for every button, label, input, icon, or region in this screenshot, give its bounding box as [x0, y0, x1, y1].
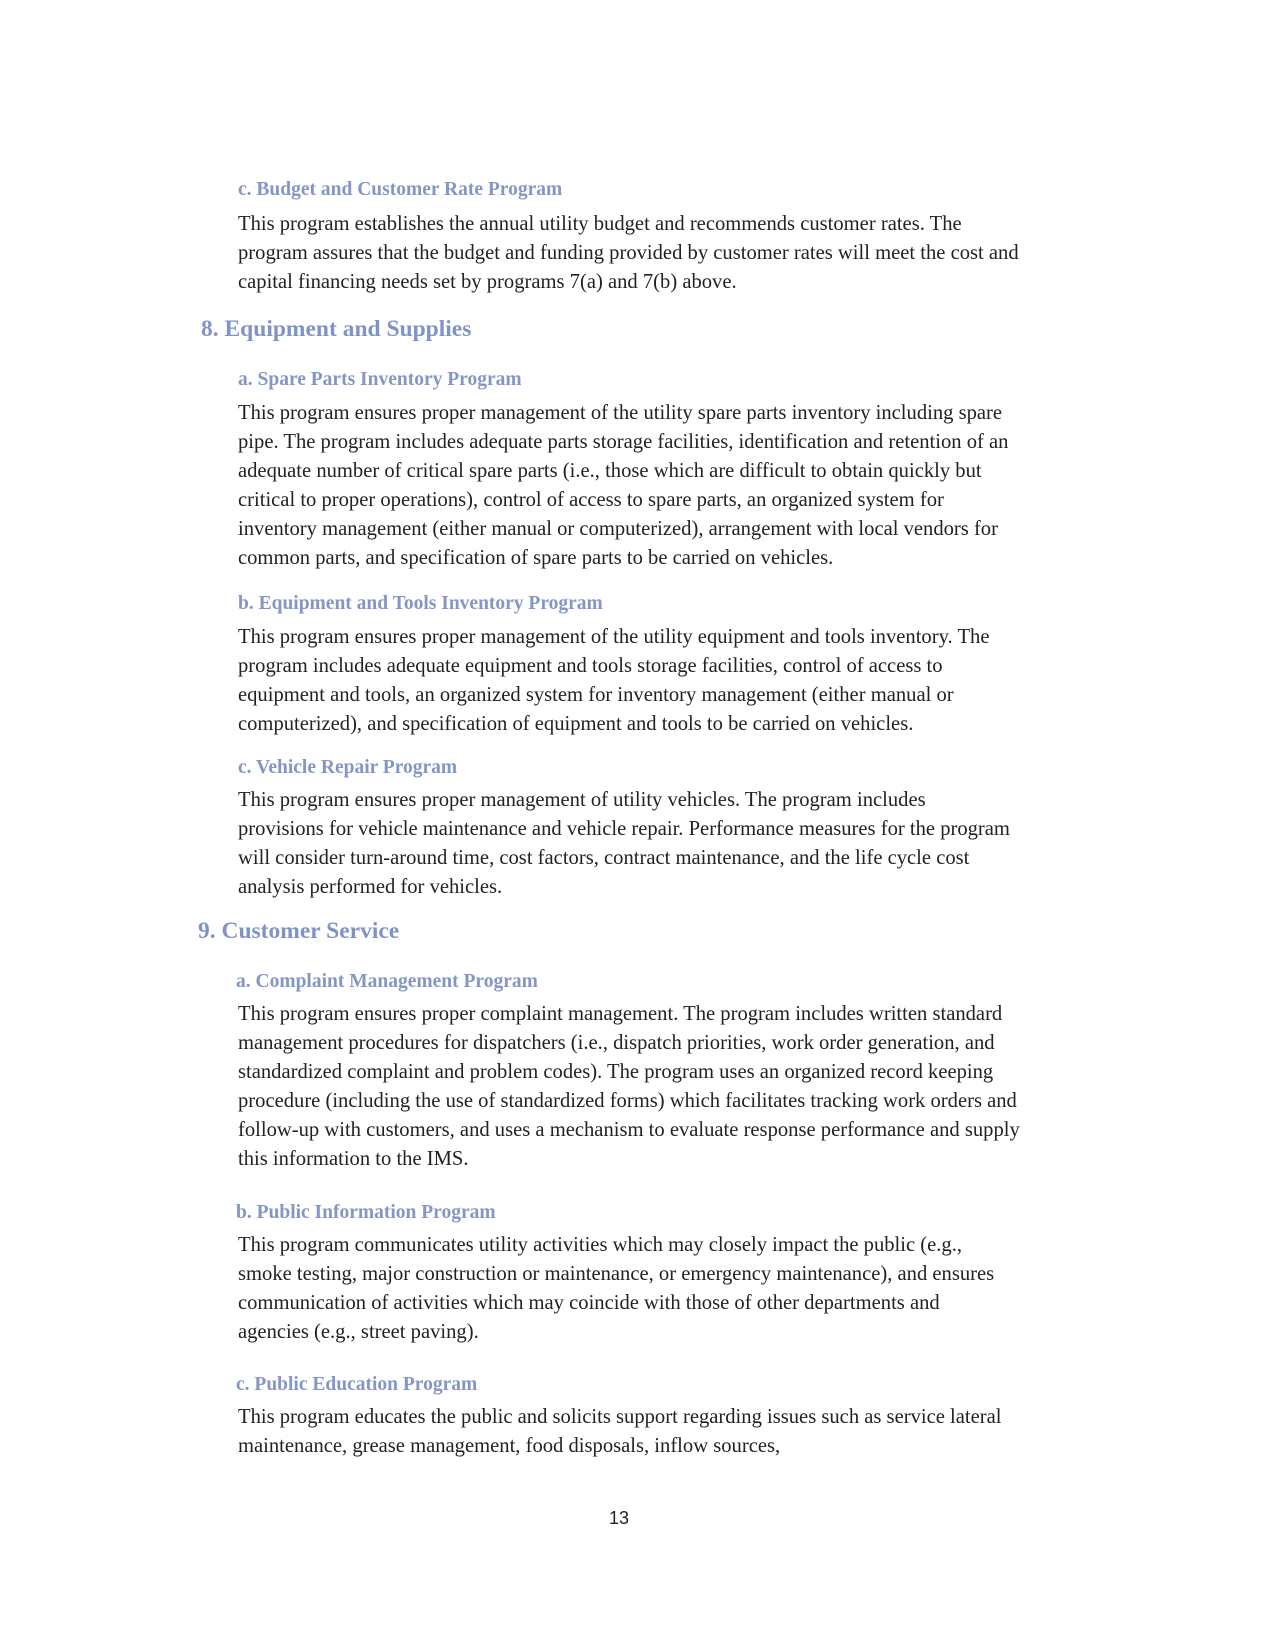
text-line: will consider turn-around time, cost factors, contract maintenance, and the life cycle cost — [238, 847, 970, 869]
text-line: communication of activities which may coincide with those of other departments and — [238, 1292, 940, 1314]
text-line: procedure (including the use of standardized forms) which facilitates tracking work orders and — [238, 1090, 1017, 1112]
text-line: program includes adequate equipment and tools storage facilities, control of access to — [238, 655, 943, 677]
subheading-public-education: c. Public Education Program — [236, 1374, 478, 1395]
text-line: management procedures for dispatchers (i.e., dispatch priorities, work order generation, and — [238, 1032, 995, 1054]
section-heading-equipment-supplies: 8. Equipment and Supplies — [201, 316, 472, 342]
text-line: smoke testing, major construction or maintenance, or emergency maintenance), and ensures — [238, 1263, 995, 1285]
paragraph-budget-customer-rate — [238, 210, 1098, 297]
text-line: follow-up with customers, and uses a mechanism to evaluate response performance and supply — [238, 1119, 1020, 1141]
text-line: This program ensures proper management of the utility equipment and tools inventory. The — [238, 626, 990, 648]
paragraph-vehicle-repair — [238, 786, 1098, 902]
text-line: adequate number of critical spare parts (i.e., those which are difficult to obtain quickly but — [238, 460, 982, 482]
subheading-spare-parts: a. Spare Parts Inventory Program — [238, 369, 522, 390]
text-line: provisions for vehicle maintenance and vehicle repair. Performance measures for the program — [238, 818, 1010, 840]
text-line: This program communicates utility activities which may closely impact the public (e.g., — [238, 1234, 963, 1256]
paragraph-spare-parts — [238, 399, 1098, 573]
text-line: analysis performed for vehicles. — [238, 876, 503, 898]
text-line: pipe. The program includes adequate parts storage facilities, identification and retention of an — [238, 431, 1009, 453]
text-line: This program ensures proper complaint management. The program includes written standard — [238, 1003, 1003, 1025]
text-line: This program ensures proper management of the utility spare parts inventory including spare — [238, 402, 1003, 424]
paragraph-equipment-tools — [238, 623, 1098, 739]
text-line: inventory management (either manual or computerized), arrangement with local vendors for — [238, 518, 998, 540]
text-line: agencies (e.g., street paving). — [238, 1321, 479, 1343]
text-line: this information to the IMS. — [238, 1148, 469, 1170]
text-line: This program educates the public and solicits support regarding issues such as service lateral — [238, 1406, 1002, 1428]
text-line: maintenance, grease management, food disposals, inflow sources, — [238, 1435, 781, 1457]
text-line: program assures that the budget and funding provided by customer rates will meet the cost and — [238, 242, 1019, 264]
paragraph-public-education — [238, 1403, 1098, 1461]
subheading-vehicle-repair: c. Vehicle Repair Program — [238, 757, 458, 778]
paragraph-complaint-management — [238, 1000, 1098, 1174]
subheading-equipment-tools: b. Equipment and Tools Inventory Program — [238, 593, 603, 614]
text-line: computerized), and specification of equipment and tools to be carried on vehicles. — [238, 713, 914, 735]
page-number: 13 — [608, 1508, 630, 1528]
text-line: equipment and tools, an organized system for inventory management (either manual or — [238, 684, 954, 706]
paragraph-public-information — [238, 1231, 1098, 1347]
text-line: standardized complaint and problem codes). The program uses an organized record keeping — [238, 1061, 994, 1083]
text-line: capital financing needs set by programs 7(a) and 7(b) above. — [238, 271, 737, 293]
text-line: common parts, and specification of spare parts to be carried on vehicles. — [238, 547, 834, 569]
subheading-public-information: b. Public Information Program — [236, 1202, 496, 1223]
subheading-complaint-management: a. Complaint Management Program — [236, 971, 538, 992]
section-heading-customer-service: 9. Customer Service — [198, 918, 400, 944]
text-line: This program ensures proper management of utility vehicles. The program includes — [238, 789, 926, 811]
subheading-budget-customer-rate: c. Budget and Customer Rate Program — [238, 179, 563, 200]
text-line: This program establishes the annual utility budget and recommends customer rates. The — [238, 213, 962, 235]
text-line: critical to proper operations), control of access to spare parts, an organized system for — [238, 489, 944, 511]
